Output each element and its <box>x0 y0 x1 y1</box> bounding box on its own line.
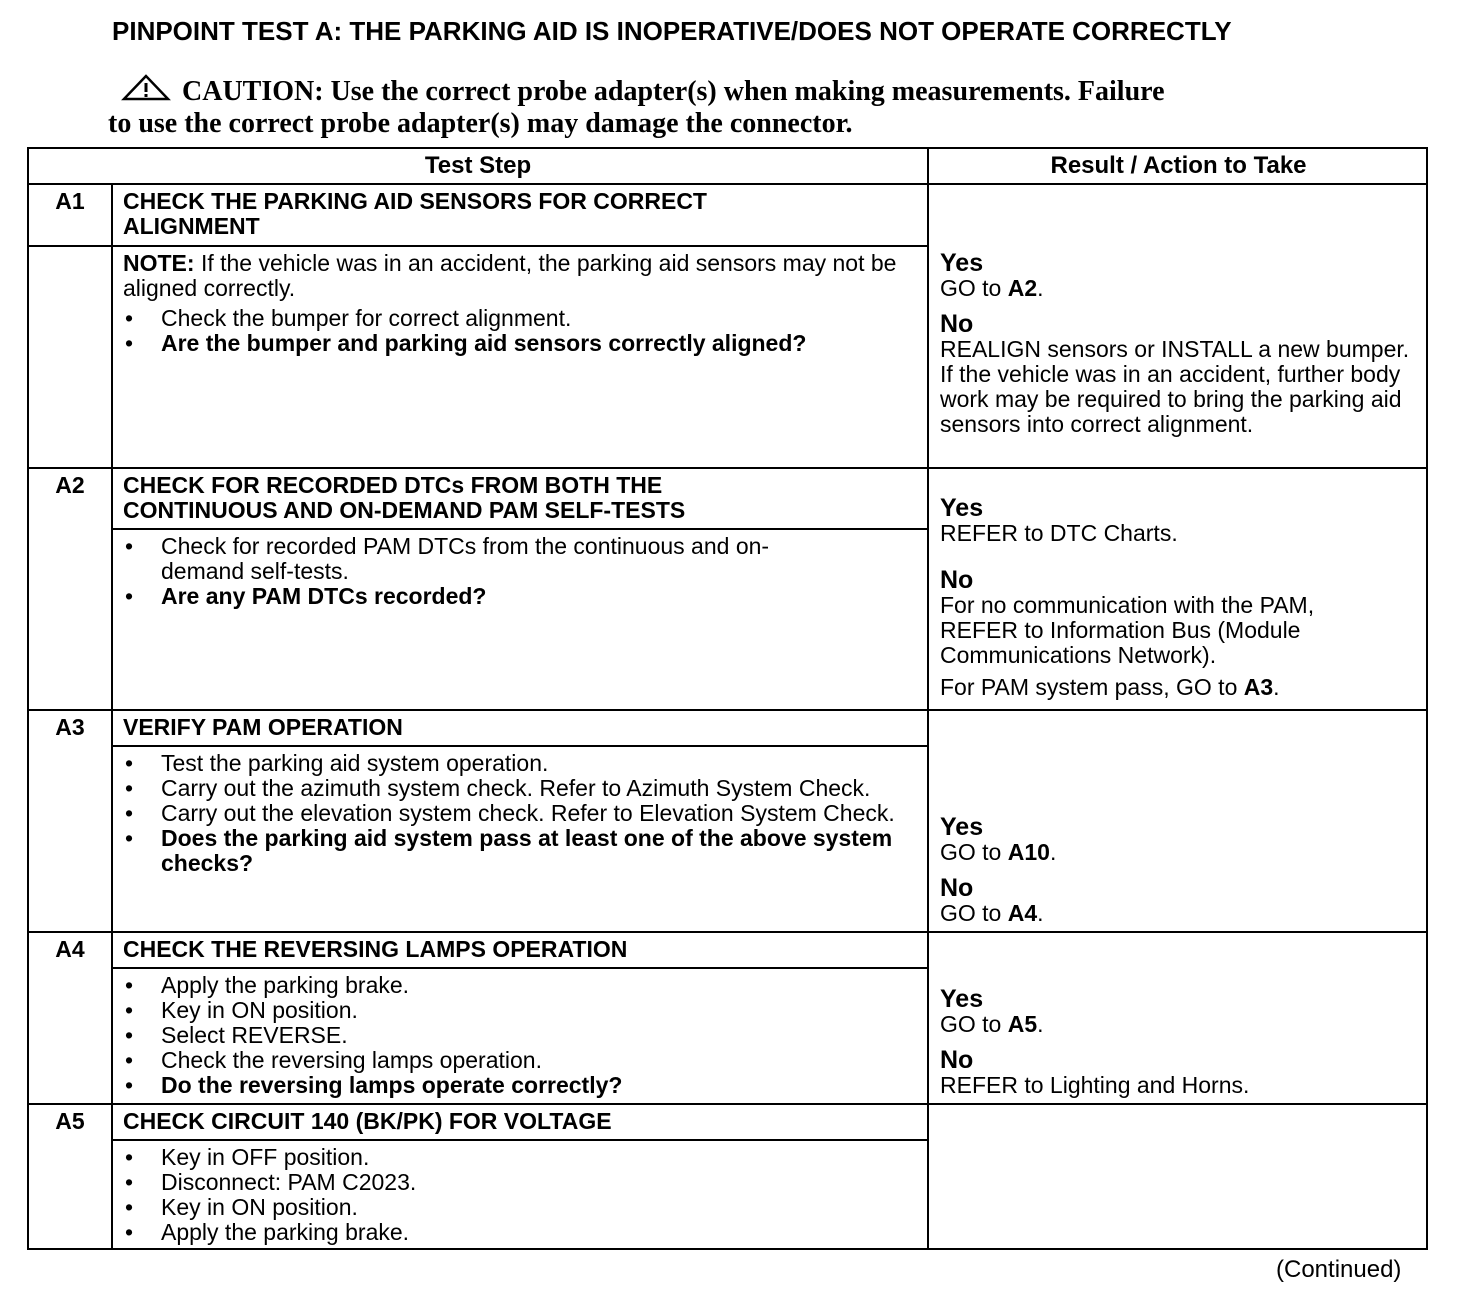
a2-bullet-1: • Check for recorded PAM DTCs from the continuous and on-demand self-tests. <box>123 534 843 584</box>
a3-bullet-1: • Test the parking aid system operation. <box>123 751 913 776</box>
a4-bullet-4: • Check the reversing lamps operation. <box>123 1048 913 1073</box>
a3-no-label: No <box>940 874 974 902</box>
a1-yes-label: Yes <box>940 249 984 277</box>
a2-yes-label: Yes <box>940 494 984 522</box>
step-body-a3 <box>123 751 913 876</box>
a4-no-action: REFER to Lighting and Horns. <box>940 1072 1250 1098</box>
continued-label: (Continued) <box>1276 1256 1402 1283</box>
column-divider-result <box>927 149 929 1250</box>
warning-triangle-icon <box>120 74 172 102</box>
step-id-a3: A3 <box>55 714 85 740</box>
a5-bullet-2: • Disconnect: PAM C2023. <box>123 1170 913 1195</box>
a1-bullet-1: • Check the bumper for correct alignment. <box>123 306 913 331</box>
pinpoint-table <box>27 147 1428 1250</box>
header-test-step: Test Step <box>424 152 532 179</box>
step-id-a2: A2 <box>55 472 85 498</box>
a4-title-divider <box>111 967 927 969</box>
note-a1: NOTE: If the vehicle was in an accident, the parking aid sensors may not be aligned correctly. <box>123 250 897 301</box>
a3-bullet-4: • Does the parking aid system pass at least one of the above system checks? <box>123 826 901 876</box>
a4-bullet-2: • Key in ON position. <box>123 998 913 1023</box>
step-id-a4: A4 <box>55 936 85 962</box>
a5-bullet-4: • Apply the parking brake. <box>123 1220 913 1245</box>
a1-title-divider <box>29 245 927 247</box>
a2-no-action: For no communication with the PAM, REFER to Information Bus (Module Communications Network). <box>940 592 1315 668</box>
a4-bullet-5: • Do the reversing lamps operate correctly? <box>123 1073 913 1098</box>
row-divider-a4 <box>29 931 1428 933</box>
step-title-a2: CHECK FOR RECORDED DTCs FROM BOTH THE CONTINUOUS AND ON-DEMAND PAM SELF-TESTS <box>123 472 686 523</box>
a3-yes-action: GO to A10. <box>940 839 1057 865</box>
column-divider-step-id <box>111 183 113 1250</box>
a5-bullet-3: • Key in ON position. <box>123 1195 913 1220</box>
a1-bullet-2: • Are the bumper and parking aid sensors correctly aligned? <box>123 331 913 356</box>
header-divider <box>29 183 1428 185</box>
step-body-a5 <box>123 1145 913 1245</box>
a2-bullet-2: • Are any PAM DTCs recorded? <box>123 584 843 609</box>
step-title-a3: VERIFY PAM OPERATION <box>123 714 403 740</box>
a3-yes-label: Yes <box>940 813 984 841</box>
step-body-a1 <box>123 251 913 356</box>
a2-no-label: No <box>940 566 974 594</box>
a1-no-action: REALIGN sensors or INSTALL a new bumper. If the vehicle was in an accident, further body work may be required to bring the parking aid sensors into correct alignment. <box>940 336 1410 437</box>
caution-label: CAUTION: <box>182 76 324 107</box>
result-a1 <box>940 250 1420 437</box>
result-a2 <box>940 495 1420 700</box>
a4-bullet-3: • Select REVERSE. <box>123 1023 913 1048</box>
a4-no-label: No <box>940 1046 974 1074</box>
step-title-a1: CHECK THE PARKING AID SENSORS FOR CORRECT ALIGNMENT <box>123 188 707 239</box>
a3-bullet-3: • Carry out the elevation system check. Refer to Elevation System Check. <box>123 801 901 826</box>
step-title-a4: CHECK THE REVERSING LAMPS OPERATION <box>123 936 628 962</box>
a4-yes-action: GO to A5. <box>940 1011 1044 1037</box>
step-id-a5: A5 <box>55 1108 85 1134</box>
a3-bullet-2: • Carry out the azimuth system check. Refer to Azimuth System Check. <box>123 776 881 801</box>
a3-title-divider <box>111 745 927 747</box>
caution-block <box>108 74 1368 140</box>
page-title: PINPOINT TEST A: THE PARKING AID IS INOPERATIVE/DOES NOT OPERATE CORRECTLY <box>112 16 1232 46</box>
header-result: Result / Action to Take <box>1050 152 1307 179</box>
a5-bullet-1: • Key in OFF position. <box>123 1145 913 1170</box>
a2-yes-action: REFER to DTC Charts. <box>940 520 1178 546</box>
caution-text-line2: to use the correct probe adapter(s) may damage the connector. <box>108 108 853 139</box>
a3-no-action: GO to A4. <box>940 900 1044 926</box>
step-title-a5: CHECK CIRCUIT 140 (BK/PK) FOR VOLTAGE <box>123 1108 612 1134</box>
row-divider-a3 <box>29 709 1428 711</box>
result-a4 <box>940 986 1420 1098</box>
a2-no-extra: For PAM system pass, GO to A3. <box>940 674 1280 700</box>
a1-no-label: No <box>940 310 974 338</box>
a2-title-divider <box>111 528 927 530</box>
caution-text-line1: Use the correct probe adapter(s) when making measurements. Failure <box>330 76 1165 107</box>
result-a3 <box>940 814 1420 926</box>
a4-bullet-1: • Apply the parking brake. <box>123 973 913 998</box>
a4-yes-label: Yes <box>940 985 984 1013</box>
row-divider-a5 <box>29 1103 1428 1105</box>
a1-yes-action: GO to A2. <box>940 275 1044 301</box>
a5-title-divider <box>111 1139 927 1141</box>
row-divider-a2 <box>29 467 1428 469</box>
step-body-a2 <box>123 534 843 609</box>
step-id-a1: A1 <box>55 188 85 214</box>
step-body-a4 <box>123 973 913 1098</box>
